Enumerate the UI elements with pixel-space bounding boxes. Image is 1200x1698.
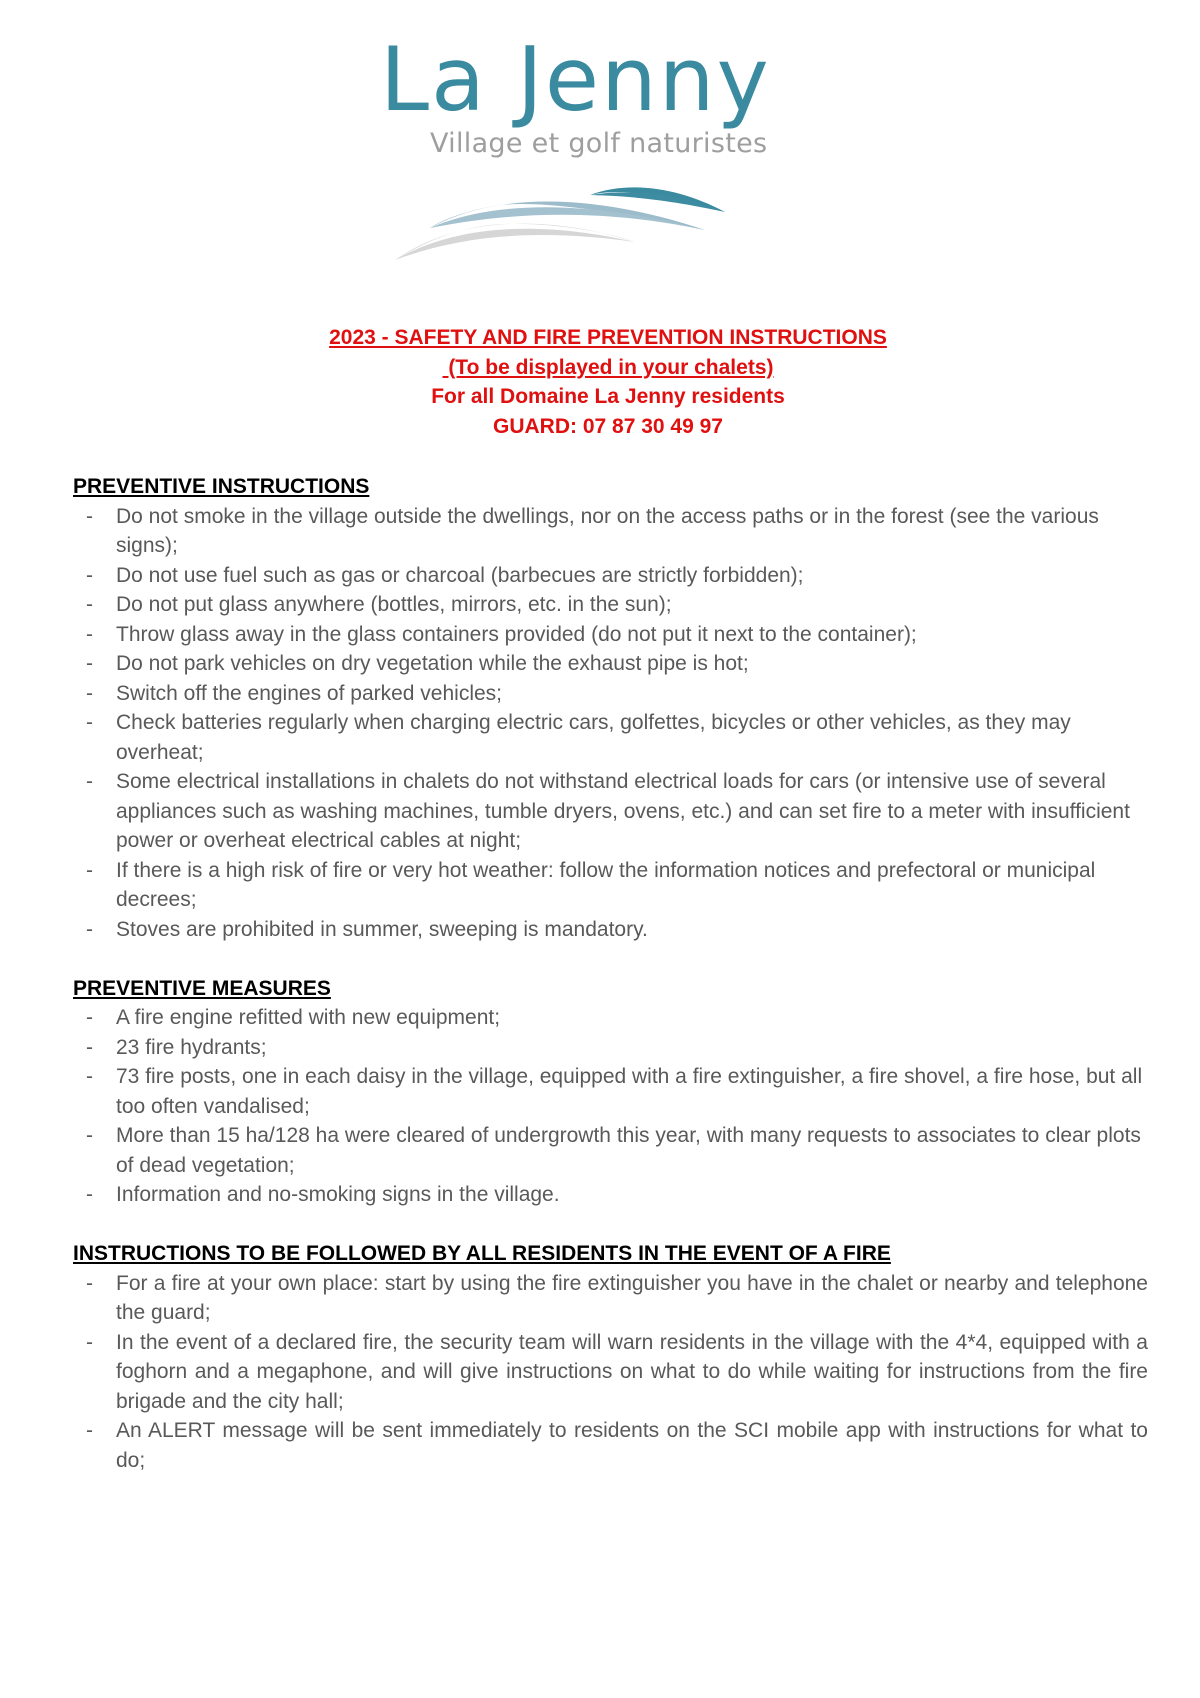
document-header: [0, 323, 1200, 441]
waves-icon: [380, 170, 740, 280]
list-item: - If there is a high risk of fire or very hot weather: follow the information notices and prefectoral or municipal decrees;: [73, 856, 1148, 915]
document-title: 2023 - SAFETY AND FIRE PREVENTION INSTRUCTIONS: [329, 326, 887, 349]
list-item: - Throw glass away in the glass containers provided (do not put it next to the container);: [73, 620, 1148, 650]
list-item: - Do not use fuel such as gas or charcoal (barbecues are strictly forbidden);: [73, 561, 1148, 591]
document-body: [73, 472, 1148, 1505]
bullet-dash-icon: -: [86, 1271, 93, 1295]
bullet-dash-icon: -: [86, 1035, 93, 1059]
logo: [380, 30, 840, 270]
section-heading-preventive-measures: PREVENTIVE MEASURES: [73, 976, 331, 1000]
list-item: - Some electrical installations in chalets do not withstand electrical loads for cars (or intensive use of several appliances such as washing machines, tumble dryers, ovens, etc.) and can set fire to a meter with insufficient power or overheat electrical cables at night;: [73, 767, 1148, 856]
bullet-dash-icon: -: [86, 1065, 93, 1088]
list-item: - Switch off the engines of parked vehicles;: [73, 679, 1148, 709]
list-item: - 23 fire hydrants;: [73, 1033, 1148, 1063]
list-item: - Information and no-smoking signs in the village.: [73, 1180, 1148, 1210]
bullet-dash-icon: -: [86, 1006, 93, 1029]
preventive-instructions-list: [73, 502, 1148, 945]
bullet-dash-icon: -: [86, 504, 93, 528]
bullet-dash-icon: -: [86, 1124, 93, 1147]
preventive-measures-list: [73, 1003, 1148, 1210]
bullet-dash-icon: -: [86, 1183, 93, 1206]
bullet-dash-icon: -: [86, 622, 93, 646]
bullet-dash-icon: -: [86, 1330, 93, 1354]
bullet-dash-icon: -: [86, 1419, 93, 1442]
bullet-dash-icon: -: [86, 711, 93, 734]
list-item: - For a fire at your own place: start by using the fire extinguisher you have in the chalet or nearby and telephone the guard;: [73, 1269, 1148, 1328]
bullet-dash-icon: -: [86, 917, 93, 941]
list-item: - Do not put glass anywhere (bottles, mirrors, etc. in the sun);: [73, 590, 1148, 620]
section-heading-preventive-instructions: PREVENTIVE INSTRUCTIONS: [73, 475, 370, 498]
fire-event-instructions-list: [73, 1269, 1148, 1476]
list-item: - Stoves are prohibited in summer, sweeping is mandatory.: [73, 915, 1148, 945]
bullet-dash-icon: -: [86, 563, 93, 587]
section-heading-fire-event-instructions: INSTRUCTIONS TO BE FOLLOWED BY ALL RESIDENTS IN THE EVENT OF A FIRE: [73, 1242, 891, 1265]
logo-title: La Jenny: [380, 28, 771, 131]
list-item: - 73 fire posts, one in each daisy in the village, equipped with a fire extinguisher, a fire shovel, a fire hose, but all too often vandalised;: [73, 1062, 1148, 1121]
logo-subtitle: Village et golf naturistes: [430, 128, 768, 159]
bullet-dash-icon: -: [86, 652, 93, 675]
list-item: - Check batteries regularly when charging electric cars, golfettes, bicycles or other vehicles, as they may overheat;: [73, 708, 1148, 767]
list-item: - More than 15 ha/128 ha were cleared of undergrowth this year, with many requests to associates to clear plots of dead vegetation;: [73, 1121, 1148, 1180]
bullet-dash-icon: -: [86, 593, 93, 616]
guard-phone: GUARD: 07 87 30 49 97: [493, 414, 723, 438]
bullet-dash-icon: -: [86, 770, 93, 793]
display-note: (To be displayed in your chalets): [442, 355, 774, 379]
audience-line: For all Domaine La Jenny residents: [431, 385, 785, 408]
list-item: - Do not park vehicles on dry vegetation while the exhaust pipe is hot;: [73, 649, 1148, 679]
bullet-dash-icon: -: [86, 858, 93, 882]
list-item: - Do not smoke in the village outside the dwellings, nor on the access paths or in the forest (see the various signs);: [73, 502, 1148, 561]
list-item: - A fire engine refitted with new equipment;: [73, 1003, 1148, 1033]
list-item: - In the event of a declared fire, the security team will warn residents in the village with the 4*4, equipped with a foghorn and a megaphone, and will give instructions on what to do while waiting for instructions from the fire brigade and the city hall;: [73, 1328, 1148, 1417]
bullet-dash-icon: -: [86, 681, 93, 705]
list-item: - An ALERT message will be sent immediately to residents on the SCI mobile app with instructions for what to do;: [73, 1416, 1148, 1475]
